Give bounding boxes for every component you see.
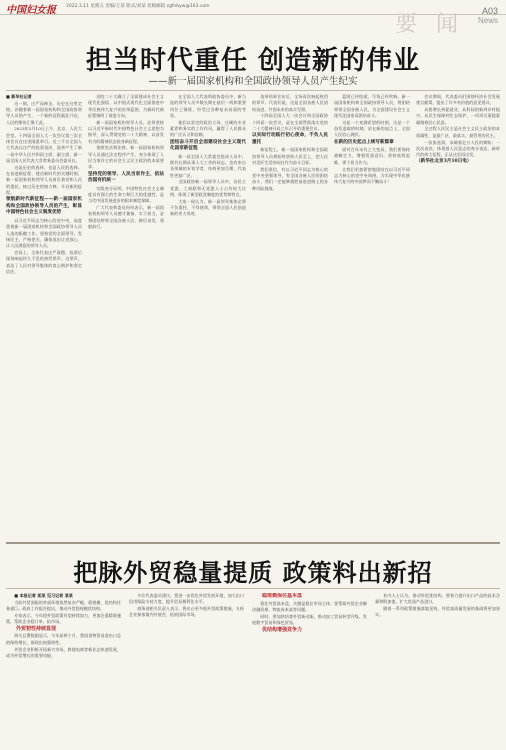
paragraph: 这一刻，庄严而神圣，历史在这里定格。伴随着新一届国家机构和全国政协领导人员的产生，一个新的征程就此开启，人民的期待汇聚于此。 xyxy=(6,100,82,125)
paragraph: 党的二十大确立了全面建成社会主义现代化强国、以中国式现代化全面推进中华民族伟大复兴的宏伟蓝图，为新时代新征程指明了前进方向。 xyxy=(88,94,164,118)
paragraph: 外贸企业积极开拓新兴市场，跨境电商等新业态快速发展，成为外贸增长的重要动能。 xyxy=(6,646,121,658)
divider xyxy=(6,90,500,91)
paragraph: 海关总署数据显示，今年前两个月，我国货物贸易进出口总值保持增长，展现出较强韧性。 xyxy=(6,633,121,645)
paragraph: 新一届全国人大常委会组成人员中，既有长期从事人大工作的同志，也有来自各领域的专家学者，结构更加合理，代表性更加广泛。 xyxy=(170,153,246,178)
article2-column-3 xyxy=(252,593,367,745)
paragraph: 大家一致认为，新一届领导集体必将不负重托、不辱使命，带领全国人民创造新的更大奇迹。 xyxy=(170,198,246,217)
article2-column-2 xyxy=(129,593,244,745)
article2-subheading: 外贸韧性持续显现 xyxy=(16,625,57,632)
article2-subheading: 稳规模保住基本盘 xyxy=(262,593,303,599)
subheading: 坚持党的领导、人民当家作主、依法治国有机统一 xyxy=(88,171,164,184)
article-end-note: （新华社北京3月10日电） xyxy=(416,159,472,165)
section-title: 要 闻 xyxy=(395,12,464,37)
article-column-5 xyxy=(334,94,410,534)
subheading: 在新的历史起点上续写新篇章 xyxy=(334,139,394,145)
paragraph: 会议期间，代表委员们围绕经济社会发展建言献策，提出了许多有价值的意见建议。 xyxy=(416,94,500,106)
subheading: 团结奋斗开启全面建设社会主义现代化国家新征程 xyxy=(170,139,246,152)
paragraph: 新征程上，新一届国家机构和全国政协领导人员将始终坚持人民至上，把人民对美好生活的向往作为奋斗目标。 xyxy=(252,147,328,166)
paragraph: 业内人士认为，推动外贸优结构，要着力提升出口产品的技术含量和附加值，扩大优质产品进口。 xyxy=(375,593,500,605)
article2-column-4 xyxy=(375,593,500,745)
paragraph: 他们以坚定的政治立场、过硬的专业素养和务实的工作作风，赢得了人民群众的广泛认可和信赖。 xyxy=(170,119,246,138)
article-subhead: ——新一届国家机构和全国政协领导人员产生纪实 xyxy=(148,76,358,87)
paragraph: 稳住外贸基本盘，关键是稳住市场主体。要帮助外贸企业解决融资难、物流成本高等问题。 xyxy=(252,600,367,612)
page-code xyxy=(462,6,498,26)
paragraph: 我们坚信，有以习近平同志为核心的党中央坚强领导，有全国各族人民的团结奋斗，我们一定能够战胜前进道路上的各种风险挑战。 xyxy=(252,166,328,191)
paragraph: 全国政协新一届领导人员中，各民主党派、工商联和无党派人士占有较大比例，体现了新型政党制度的优势和特点。 xyxy=(170,179,246,198)
paragraph: 依照宪法和法律，新一届国家机构领导人员通过法定程序产生，充分体现了人民当家作主的社会主义民主政治的本质要求。 xyxy=(88,145,164,170)
paragraph: 全过程人民民主是社会主义民主政治的本质属性，是最广泛、最真实、最管用的民主。 xyxy=(416,126,500,138)
paragraph: 实践充分证明，中国特色社会主义制度具有强大的生命力和巨大的优越性，是当代中国发展进步的根本制度保障。 xyxy=(88,185,164,204)
paragraph: 广大代表和委员纷纷表示，新一届国家机构领导人员德才兼备、实干担当，必将团结带领全国各族人民，踔厉奋发、勇毅前行。 xyxy=(88,205,164,230)
paragraph: 多位代表委员建议，要进一步优化外贸发展环境，加大出口信用保险支持力度，提升贸易便利化水平。 xyxy=(129,593,244,605)
subheading: 以实际行动践行初心使命，不负人民重托 xyxy=(252,133,328,145)
subheading: 领航新时代新征程——新一届国家机构和全国政协领导人员的产生，彰显中国特色社会主义制度优势 xyxy=(6,197,82,216)
paragraph: 商务部相关负责人表示，将出台更多稳外贸政策措施，支持企业参加境内外展会，拓展国际市场。 xyxy=(129,606,244,618)
section-divider xyxy=(6,542,500,544)
paragraph: 2023年3月10日上午，北京，人民大会堂。十四届全国人大一次会议第三次全体会议在这里隆重举行。近三千名全国人大代表以庄严的投票表决，选举产生了新一届中华人民共和国主席、副主席，新一届全国人民代表大会常务委员会委员长。 xyxy=(6,126,82,163)
article-column-1 xyxy=(6,94,82,534)
article2-subheading: 优结构增强竞争力 xyxy=(262,626,303,633)
paragraph: 蓝图已经绘就，号角已经吹响。新一届国家机构和全国政协领导人员，将团结带领全国各族人民，为全面建设社会主义现代化国家而团结奋斗。 xyxy=(334,94,410,118)
paragraph: 从稳增长到促就业，从科技创新到乡村振兴，从民生保障到生态保护，一项项议案提案凝聚着民心民意。 xyxy=(416,107,500,125)
paragraph: 当前外贸面临的外部环境依然复杂严峻，稳规模、优结构任务艰巨。政府工作报告提出，推动外贸稳规模优结构。 xyxy=(6,599,121,612)
article-headline: 担当时代重任 创造新的伟业 xyxy=(85,46,421,76)
page-number: A03 xyxy=(481,6,498,16)
paragraph: 让我们更加紧密地团结在以习近平同志为核心的党中央周围，为实现中华民族伟大复兴的中国梦而不懈奋斗！ xyxy=(334,166,410,185)
paragraph: 新一届国家机构领导人员，必须坚持以习近平新时代中国特色社会主义思想为指导，深入贯彻党的二十大精神，以奋发有为的精神状态投身新征程。 xyxy=(88,119,164,144)
paragraph: 这是一个充满希望的时刻，这是一个奋发进取的时刻。站在新的起点上，全国人民信心满怀。 xyxy=(334,119,410,138)
paragraph: 十四届全国人大一次会议和全国政协十四届一次会议，是在全面贯彻落实党的二十大精神开局之年召开的重要会议。 xyxy=(252,113,328,131)
article2-column-1 xyxy=(6,593,121,745)
article2-byline: ■ 本报记者 某某 见习记者 某某 xyxy=(14,593,73,598)
paragraph: 这是历史的选择，也是人民的选择。在奋进新征程、建功新时代的关键时刻，新一届国家机构领导人员肩负着党和人民的重托，接过历史的接力棒，开启新的征程。 xyxy=(6,164,82,195)
article2-headline: 把脉外贸稳量提质 政策料出新招 xyxy=(73,559,433,587)
paragraph: 随着一系列政策措施落地见效，外贸高质量发展的基础将更加坚实。 xyxy=(375,606,500,618)
paragraph: 会场上，全体代表庄严肃穆，投票后现场响起经久不息的热烈掌声。这掌声，表达了人民对领导集体的衷心拥护和坚定信任。 xyxy=(6,250,82,274)
paragraph: 专家表示，今年稳外贸政策有望持续加力，更加注重精准施策，帮助企业稳订单、拓市场。 xyxy=(6,612,121,625)
paragraph: 选举结果宣布后，全场再次响起热烈的掌声。代表们说，这是全国各族人民团结奋进、共创未来的真实写照。 xyxy=(252,94,328,112)
divider xyxy=(6,588,500,589)
masthead-meta: 2022.3.11 星期五 责编/王某 版式/刘某 投稿邮箱 zgfnbyw@163.com xyxy=(66,4,210,9)
paragraph: 同时，要加快培育外贸新动能，推动加工贸易转型升级，发展数字贸易和绿色贸易。 xyxy=(252,613,367,625)
paragraph: 面对百年未有之大变局，我们要保持战略定力，增强忧患意识，坚持底线思维，勇于担当作为。 xyxy=(334,147,410,165)
article-column-6 xyxy=(416,94,500,534)
article-column-2 xyxy=(88,94,164,534)
newspaper-logo: 中国妇女报 xyxy=(6,5,56,16)
article-column-4 xyxy=(252,94,328,534)
byline: ■ 新华社记者 xyxy=(6,94,32,99)
paragraph: 在全国人大代表和政协委员中，新当选的领导人员多数长期在基层一线和重要岗位上锤炼，经受过各种复杂局面的考验。 xyxy=(170,94,246,118)
article-column-3 xyxy=(170,94,246,534)
page-section-en: News xyxy=(477,16,498,25)
paragraph: 一张张选票，承载着亿万人民的期盼；一次次表决，体现着人民意志的充分表达。新时代的伟大征程，正从这里再出发。 xyxy=(416,139,500,158)
paragraph: 以习近平同志为核心的党中央，高度重视新一届国家机构和全国政协领导人员人选的酝酿工作，坚持党的全面领导，发扬民主，严格把关，确保选出让党放心、让人民满意的领导人员。 xyxy=(6,218,82,249)
